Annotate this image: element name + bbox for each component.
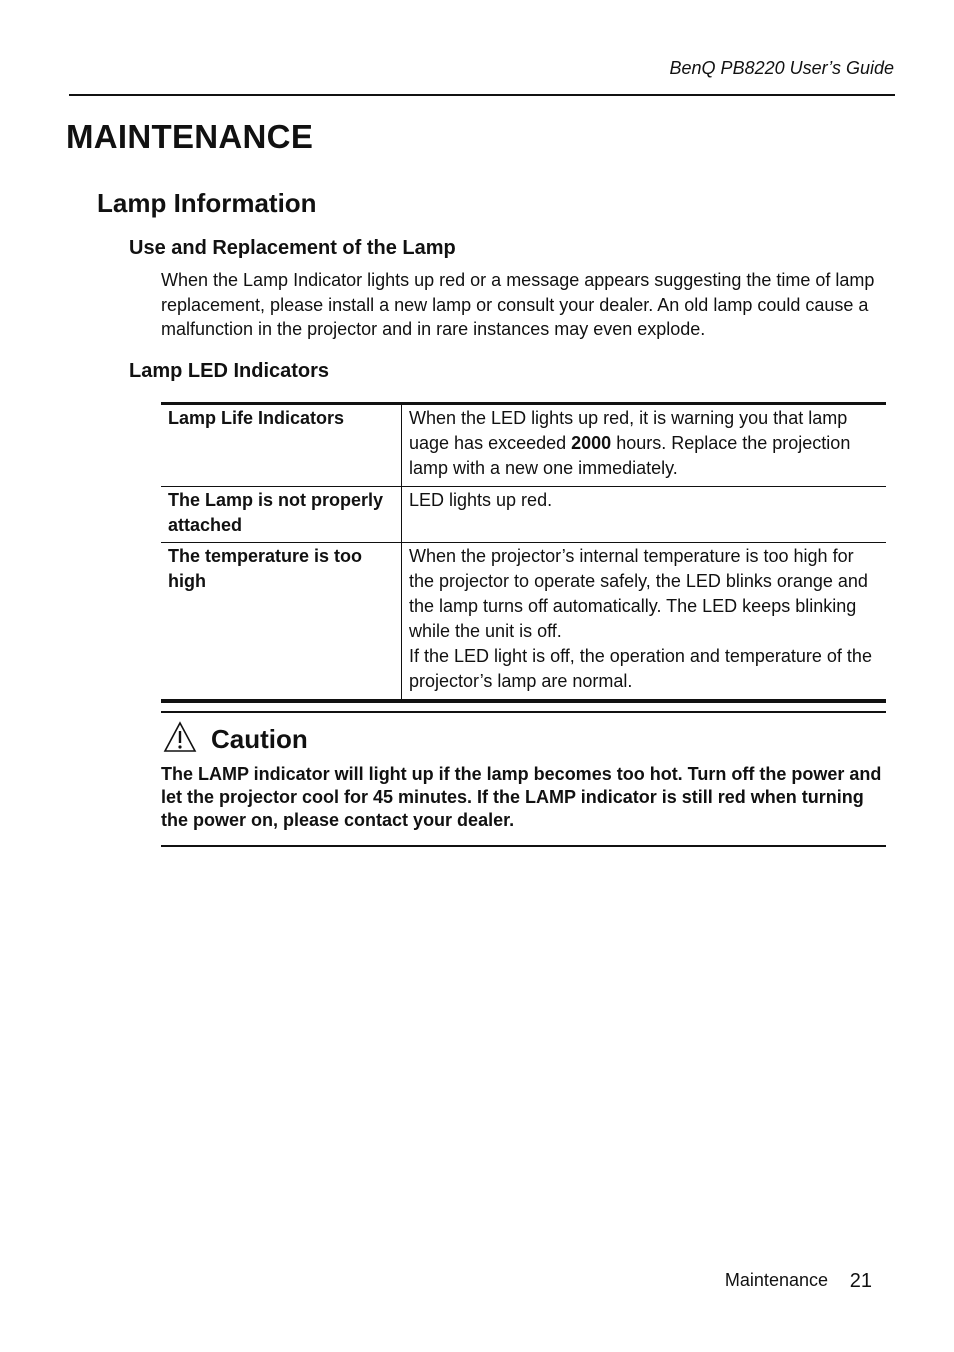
indicator-label: The Lamp is not properly attached bbox=[161, 487, 402, 543]
indicator-description bbox=[402, 404, 887, 487]
description-text: If the LED light is off, the operation and temperature of the projector’s lamp are normal. bbox=[409, 646, 872, 691]
description-text: hours. Replace the projection lamp with a new one immediately. bbox=[409, 433, 851, 478]
table-row bbox=[161, 487, 886, 543]
indicator-label: The temperature is too high bbox=[161, 543, 402, 702]
replacement-paragraph: When the Lamp Indicator lights up red or a message appears suggesting the time of lamp replacement, please install a new lamp or consult your dealer. An old lamp could cause a malfunction in the projector and in rare instances may even explode. bbox=[161, 270, 875, 339]
caution-text: The LAMP indicator will light up if the lamp becomes too hot. Turn off the power and let the projector cool for 45 minutes. If the LAMP indicator is still red when turning the power on, please contact your dealer. bbox=[161, 764, 882, 830]
description-text: When the projector’s internal temperature is too high for the projector to operate safely, the LED blinks orange and the lamp turns off automatically. The LED keeps blinking while the unit is off. bbox=[409, 546, 868, 641]
header-divider bbox=[69, 94, 895, 96]
indicator-description: LED lights up red. bbox=[402, 487, 887, 543]
table-row bbox=[161, 543, 886, 702]
caution-bottom-divider bbox=[161, 845, 886, 847]
subsection-title-replacement: Use and Replacement of the Lamp bbox=[129, 237, 456, 259]
section-title: Lamp Information bbox=[97, 188, 317, 218]
page-number: 21 bbox=[849, 1270, 872, 1292]
indicator-description bbox=[402, 543, 887, 702]
caution-top-divider bbox=[161, 711, 886, 713]
warning-triangle-icon bbox=[163, 721, 197, 753]
hours-value: 2000 bbox=[571, 433, 612, 453]
led-indicator-table bbox=[161, 402, 886, 703]
subsection-title-led-indicators: Lamp LED Indicators bbox=[129, 360, 330, 382]
chapter-title: MAINTENANCE bbox=[66, 118, 314, 155]
table-row bbox=[161, 404, 886, 487]
indicator-label: Lamp Life Indicators bbox=[161, 404, 402, 487]
header-title: BenQ PB8220 User’s Guide bbox=[669, 58, 894, 78]
footer-section-name: Maintenance bbox=[724, 1270, 828, 1290]
description-text: When the LED lights up red, it is warning you that lamp uage has exceeded bbox=[409, 408, 848, 453]
caution-title: Caution bbox=[211, 724, 308, 754]
